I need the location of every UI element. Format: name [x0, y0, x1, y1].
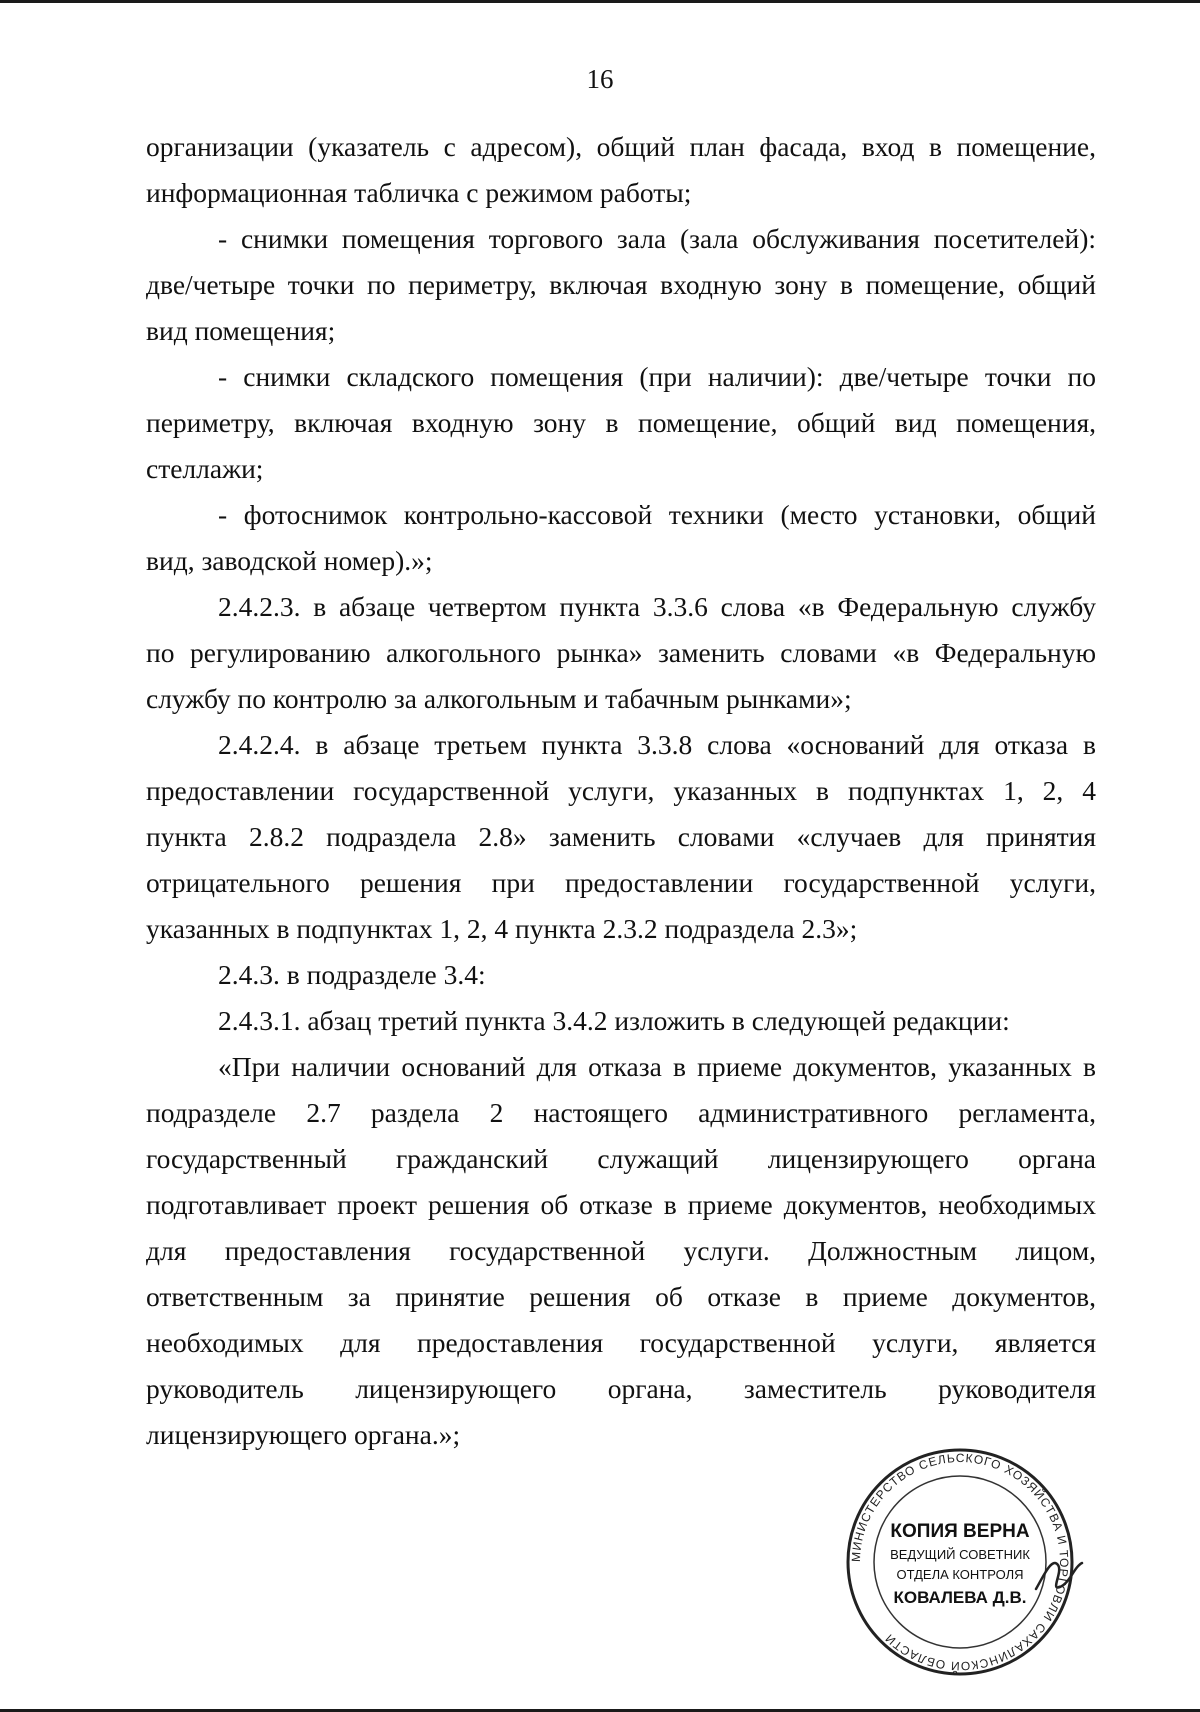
text-line: подготавливает проект решения об отказе в приеме документов, необходимых: [146, 1189, 1096, 1220]
text-line: отрицательного решения при предоставлении государственной услуги,: [146, 867, 1096, 898]
stamp-line: КОПИЯ ВЕРНА: [890, 1521, 1030, 1542]
text-line: руководитель лицензирующего органа, заместитель руководителя: [146, 1373, 1096, 1404]
text-line: службу по контролю за алкогольным и табачным рынками»;: [146, 683, 852, 714]
stamp-line: ОТДЕЛА КОНТРОЛЯ: [896, 1567, 1024, 1582]
stamp-line: ВЕДУЩИЙ СОВЕТНИК: [890, 1547, 1030, 1562]
text-line: ответственным за принятие решения об отказе в приеме документов,: [146, 1281, 1096, 1312]
text-line: 2.4.2.4. в абзаце третьем пункта 3.3.8 слова «оснований для отказа в: [218, 729, 1096, 760]
text-line: - фотоснимок контрольно-кассовой техники (место установки, общий: [218, 499, 1096, 530]
text-line: для предоставления государственной услуги. Должностным лицом,: [146, 1235, 1096, 1266]
text-line: 2.4.3. в подразделе 3.4:: [218, 959, 486, 990]
text-line: - снимки помещения торгового зала (зала обслуживания посетителей):: [218, 223, 1096, 254]
text-line: необходимых для предоставления государственной услуги, является: [146, 1327, 1096, 1358]
stamp-line: КОВАЛЕВА Д.В.: [893, 1588, 1027, 1607]
text-line: 2.4.2.3. в абзаце четвертом пункта 3.3.6 слова «в Федеральную службу: [218, 591, 1096, 622]
text-line: указанных в подпунктах 1, 2, 4 пункта 2.3.2 подраздела 2.3»;: [146, 913, 858, 944]
stamp-ring-text: МИНИСТЕРСТВО СЕЛЬСКОГО ХОЗЯЙСТВА И ТОРГОВЛИ САХАЛИНСКОЙ ОБЛАСТИ: [848, 1450, 1072, 1674]
text-line: по регулированию алкогольного рынка» заменить словами «в Федеральную: [146, 637, 1096, 668]
text-line: - снимки складского помещения (при наличии): две/четыре точки по: [218, 361, 1096, 392]
text-line: 2.4.3.1. абзац третий пункта 3.4.2 изложить в следующей редакции:: [218, 1005, 1010, 1036]
text-line: предоставлении государственной услуги, указанных в подпунктах 1, 2, 4: [146, 775, 1096, 806]
text-line: две/четыре точки по периметру, включая входную зону в помещение, общий: [146, 269, 1096, 300]
text-line: периметру, включая входную зону в помещение, общий вид помещения,: [146, 407, 1096, 438]
text-line: организации (указатель с адресом), общий план фасада, вход в помещение,: [146, 131, 1096, 162]
text-line: вид, заводской номер).»;: [146, 545, 433, 576]
text-line: информационная табличка с режимом работы;: [146, 177, 692, 208]
body-text: [146, 124, 1096, 1458]
text-line: вид помещения;: [146, 315, 336, 346]
page-number: 16: [586, 64, 614, 94]
handwritten-signature: [1030, 1545, 1090, 1605]
text-line: подразделе 2.7 раздела 2 настоящего административного регламента,: [146, 1097, 1096, 1128]
text-line: государственный гражданский служащий лицензирующего органа: [146, 1143, 1096, 1174]
top-scan-edge: [0, 0, 1200, 3]
text-line: лицензирующего органа.»;: [146, 1419, 461, 1450]
text-line: пункта 2.8.2 подраздела 2.8» заменить словами «случаев для принятия: [146, 821, 1096, 852]
text-line: «При наличии оснований для отказа в приеме документов, указанных в: [218, 1051, 1096, 1082]
text-line: стеллажи;: [146, 453, 264, 484]
